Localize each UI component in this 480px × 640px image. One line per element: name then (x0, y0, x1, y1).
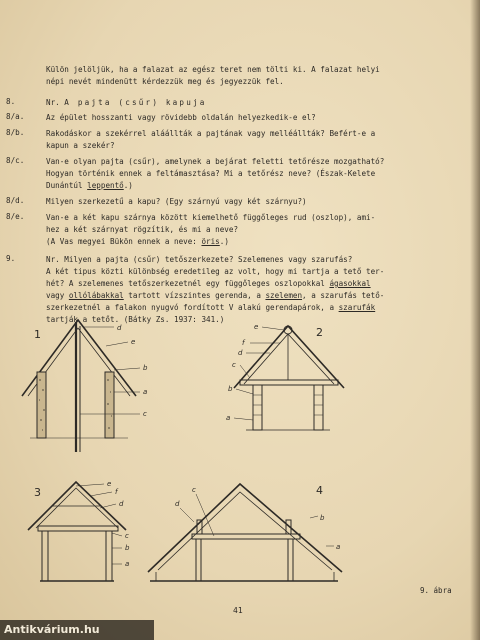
figure-1-drawing (22, 320, 148, 452)
question-number-8b: 8/b. (6, 128, 25, 137)
figure-4-roof-inner (158, 492, 332, 570)
figure-2-tie-beam (240, 380, 338, 385)
page-number: 41 (233, 606, 243, 615)
term-szelemen: szelemen (265, 291, 303, 300)
figure-1-label-b: b (143, 364, 148, 372)
question-8a-line-1: Az épület hosszanti vagy rövidebb oldalán helyezkedik-e el? (46, 113, 316, 122)
section-heading-title: A pajta (csűr) kapuja (64, 98, 207, 107)
figure-2-left-post (253, 385, 262, 430)
figure-1-label-a: a (143, 388, 148, 396)
figure-caption: 9. ábra (420, 586, 452, 595)
figure-4-drawing (148, 484, 342, 581)
figure-3-label-e: e (107, 480, 112, 488)
question-9-line-6: tartják a tetőt. (Bátky Zs. 1937: 341.) (46, 315, 225, 324)
figure-3-label-f: f (115, 488, 118, 496)
figure-3-right-wall (106, 531, 112, 581)
figure-4-label-c: c (192, 486, 196, 494)
question-number-8: 8. (6, 97, 16, 106)
figure-3-label-a: a (125, 560, 130, 568)
question-9-line-1: Nr. Milyen a pajta (csűr) tetőszerkezete? Szelemenes vagy szarufás? (46, 255, 353, 264)
question-8c-line-1: Van-e olyan pajta (csűr), amelynek a bejárat feletti tetőrésze mozgatható? (46, 157, 385, 166)
figure-1-label-d: d (117, 324, 122, 332)
question-number-8a: 8/a. (6, 112, 25, 121)
question-9-line-5-prefix: szerkezetnél a falakon nyugvó fordított V alakú gerendapárok, a (46, 303, 339, 312)
figure-4-roof-outer (148, 484, 342, 572)
figure-4-tie-beam (192, 534, 300, 539)
figure-1-leader-e (106, 342, 128, 346)
term-agasokkal: ágasokkal (329, 279, 371, 288)
figure-3-leader-f (90, 492, 112, 496)
figure-1-leader-b (114, 368, 140, 370)
figure-4-leader-d (180, 508, 194, 522)
question-number-8d: 8/d. (6, 196, 25, 205)
figure-4-label-d: d (175, 500, 180, 508)
figure-3-number: 3 (34, 486, 41, 499)
question-8e-line-1: Van-e a két kapu szárnya között kiemelhető függőleges rud (oszlop), ami- (46, 213, 376, 222)
figure-1-label-e: e (131, 338, 136, 346)
figure-3-drawing (28, 480, 130, 581)
question-8e-line-3-prefix: (A Vas megyei Bükön ennek a neve: (46, 237, 202, 246)
figure-4-left-post (196, 539, 201, 581)
question-8c-line-3-suffix: .) (123, 181, 133, 190)
figure-2-post-joints (253, 395, 323, 415)
figure-3-label-d: d (119, 500, 124, 508)
figure-1-label-c: c (143, 410, 147, 418)
figure-4-number: 4 (316, 484, 323, 497)
question-9-line-4-suffix: , a szarufás tető- (302, 291, 385, 300)
figure-1-number: 1 (34, 328, 41, 341)
figure-2-label-f: f (242, 339, 245, 347)
question-8d-line-1: Milyen szerkezetű a kapu? (Egy szárnyú vagy két szárnyu?) (46, 197, 307, 206)
intro-line-2: népi nevét mindenütt kérdezzük meg és jegyezzük fel. (46, 77, 284, 86)
figure-4-label-a: a (336, 543, 341, 551)
figure-2-leader-e (262, 327, 284, 330)
question-9-line-4-middle: tartott vízszintes gerenda, a (123, 291, 266, 300)
figure-1-left-wall (37, 372, 46, 438)
figure-4-leader-c (196, 494, 214, 536)
figure-2-leader-a (234, 418, 253, 420)
figure-2-number: 2 (316, 326, 323, 339)
term-oris: öris (201, 237, 220, 246)
question-8e-line-3-suffix: .) (219, 237, 229, 246)
figure-2-drawing (226, 323, 344, 430)
question-8b-line-1: Rakodáskor a szekérrel aláállták a pajtának vagy melléállták? Befért-e a (46, 129, 376, 138)
figure-2-label-a: a (226, 414, 231, 422)
term-szarufak: szarufák (338, 303, 376, 312)
section-heading-prefix: Nr. (46, 98, 65, 107)
question-8c-line-3-prefix: Dunántúl (46, 181, 88, 190)
figure-2-label-d: d (238, 349, 243, 357)
term-leppento: leppentő (87, 181, 124, 190)
question-number-8e: 8/e. (6, 212, 25, 221)
figure-3-label-b: b (125, 544, 130, 552)
figure-2-label-e: e (254, 323, 259, 331)
intro-line-1: Külön jelöljük, ha a falazat az egész teret nem tölti ki. A falazat helyi (46, 65, 380, 74)
question-8b-line-2: kapun a szekér? (46, 141, 115, 150)
question-8c-line-2: Hogyan történik ennek a feltámasztása? Mi a tetőrész neve? (Észak-Kelete (46, 169, 376, 178)
figure-4-leader-b (310, 516, 318, 518)
figure-4-right-post (288, 539, 293, 581)
question-number-9: 9. (6, 254, 16, 263)
figure-2-leader-b (236, 389, 253, 394)
question-8e-line-2: hez a két szárnyat rögzítik, és mi a neve? (46, 225, 239, 234)
watermark-logo: Antikvárium.hu (0, 620, 154, 640)
figure-3-label-c: c (125, 532, 129, 540)
figure-3-left-wall (42, 531, 48, 581)
figure-4-label-b: b (320, 514, 325, 522)
figure-3-roof-inner (36, 488, 118, 528)
figure-3-leader-d (100, 504, 116, 508)
figure-3-leader-c (112, 533, 122, 536)
figure-2-roof-inner (244, 334, 334, 384)
question-number-8c: 8/c. (6, 156, 25, 165)
question-9-line-4-prefix: vagy (46, 291, 69, 300)
term-ollolabakkal: ollólábakkal (68, 291, 124, 300)
question-9-line-3-prefix: hét? A szelemenes tetőszerkezetnél egy függőleges oszlopokkal (46, 279, 330, 288)
figure-2-label-b: b (228, 385, 233, 393)
figure-2-label-c: c (232, 361, 236, 369)
figure-3-tie-beam (38, 526, 118, 531)
question-9-line-2: A két tipus közti különbség eredetileg az volt, hogy mi tartja a tető ter- (46, 267, 385, 276)
figure-2-right-post (314, 385, 323, 430)
